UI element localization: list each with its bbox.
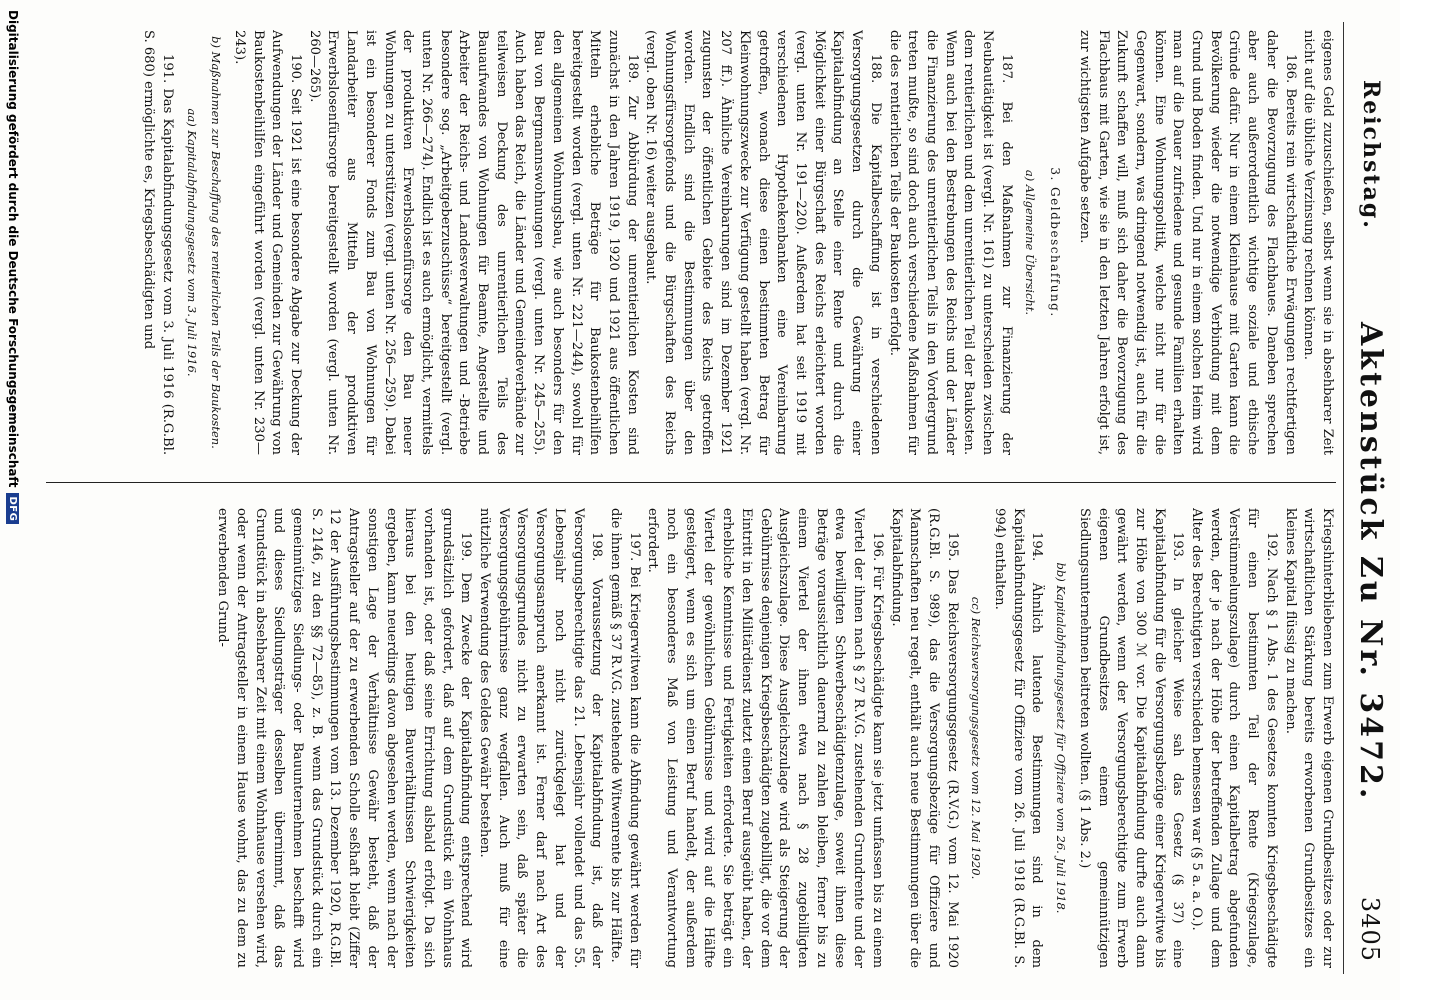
paragraph: 193. In gleicher Weise sah das Gesetz (§ 37) eine Kapitalabfindung für die Versorgungsbezüge einer Kriegerwitwe bis zur Höhe von 300 ℳ vor. Die Kapitalabfindung durfte auch dann gewährt werden, wenn der Versorgungsberechtigte zum Erwerb eigenen Grundbesitzes einem gemeinnützigen Siedlungsunternehmen beitreten wollten. (§ 1 Abs. 2.) — [1076, 508, 1186, 968]
paragraph: 191. Das Kapitalabfindungsgesetz vom 3. Juli 1916 (R.G.Bl. S. 680) ermöglichte es, Kriegsbeschädigten und — [141, 30, 175, 455]
right-column — [46, 508, 1336, 968]
paragraph: 198. Voraussetzung der Kapitalabfindung ist, daß der Versorgungsberechtigte das 21. Lebensjahr vollendet und das 55. Lebensjahr noch nicht zurückgelegt hat und der Versorgungsanspruch anerkannt ist. Ferner darf nach Art des Versorgungsgrundes nicht zu erwarten sein, daß später die Versorgungsgebührnisse ganz wegfallen. Auch muß für eine nützliche Verwendung des Geldes Gewähr bestehen. — [477, 508, 605, 968]
subsection-heading: bb) Kapitalabfindungsgesetz für Offiziere vom 26. Juli 1918. — [1054, 562, 1069, 914]
page-header — [1343, 22, 1390, 974]
page-number: 3405 — [1356, 896, 1384, 962]
paragraph: 189. Zur Abbürdung der unrentierlichen Kosten sind zunächst in den Jahren 1919, 1920 und 1921 aus öffentlichen Mitteln erhebliche Beträge für Baukostenbeihilfen bereitgestellt worden (vergl. unten Nr. 221—244), sowohl für den allgemeinen Wohnungsbau, wie auch besonders für den Bau von Bergmannswohnungen (vergl. unten Nr. 245—255). Auch haben das Reich, die Länder und Gemeindeverbände zur teilweisen Deckung des unrentierlichen Teils des Bauaufwandes von Wohnungen für Beamte, Angestellte und Arbeiter der Reichs- und Landesverwaltungen und -Betriebe besondere sog. „Arbeitgeberzuschüsse“ bereitgestellt (vergl. unten Nr. 266—274). Endlich ist es auch ermöglicht, vermittels der produktiven Erwerbslosenfürsorge den Bau neuer Wohnungen zu unterstützen (vergl. unten Nr. 256—259). Dabei ist ein besonderer Fonds zum Bau von Wohnungen für Landarbeiter aus Mitteln der produktiven Erwerbslosenfürsorge bereitgestellt worden (vergl. unten Nr. 260—265). — [306, 30, 640, 455]
digitization-footer — [6, 10, 20, 524]
subsection-heading: aa) Kapitalabfindungsgesetz vom 3. Juli 1916. — [184, 108, 199, 377]
subsection-heading: cc) Reichsversorgungsgesetz vom 12. Mai 1920. — [969, 596, 984, 880]
paragraph: 187. Bei den Maßnahmen zur Finanzierung der Neubautätigkeit ist (vergl. Nr. 161) zu unterscheiden zwischen dem rentierlichen und dem unrentierlichen Teil der Baukosten. Wenn auch bei den Bestrebungen des Reichs und der Länder die Finanzierung des unrentierlichen Teils in den Vordergrund treten mußte, so sind doch auch verschiedene Maßnahmen für die des rentierlichen Teils der Baukosten erfolgt. — [886, 30, 1014, 455]
paragraph: 192. Nach § 1 Abs. 1 des Gesetzes konnten Kriegsbeschädigte für einen bestimmten Teil der Rente (Kriegszulage, Verstümmelungszulage) durch einen Kapitalbetrag abgefunden werden, der je nach der Höhe der betreffenden Zulage und dem Alter des Berechtigten verschieden bemessen war (§ 5 a. a. O.). — [1189, 508, 1279, 968]
subsection-heading: a) Allgemeine Übersicht. — [1023, 169, 1038, 316]
left-column — [46, 30, 1336, 455]
dfg-logo: DFG — [7, 493, 20, 524]
paragraph: 197. Bei Kriegerwitwen kann die Abfindung gewährt werden für die ihnen gemäß § 37 R.V.G. zustehende Witwenrente bis zur Hälfte. — [607, 508, 642, 968]
paragraph: 186. Bereits rein wirtschaftliche Erwägungen rechtfertigen daher die Bevorzugung des Flachbaues. Daneben sprechen aber auch außerordentlich wichtige soziale und ethische Gründe dafür. Nur in einem Kleinhause mit Garten kann die Bevölkerung wieder die notwendige Verbindung mit dem Grund und Boden finden. Und nur in einem solchen Heim wird man auf die Dauer zufriedene und gesunde Familien erhalten können. Eine Wohnungspolitik, welche nicht nur für die Gegenwart, sondern, was dringend notwendig ist, auch für die Zukunft schaffen will, muß sich daher die Bevorzugung des Flachbaus mit Garten, wie sie in den letzten Jahren erfolgt ist, zur wichtigsten Aufgabe setzen. — [1076, 30, 1298, 455]
footer-text: Digitalisierung gefördert durch die Deutsche Forschungsgemeinschaft — [6, 10, 20, 488]
paragraph: 195. Das Reichsversorgungsgesetz (R.V.G.) vom 12. Mai 1920 (R.G.Bl. S. 989), das die Versorgungsbezüge für Offiziere und Mannschaften neu regelt, enthält auch neue Bestimmungen über die Kapitalabfindung. — [888, 508, 960, 968]
paragraph: 188. Die Kapitalbeschaffung ist in verschiedenen Versorgungsgesetzen durch die Gewährung einer Kapitalabfindung an Stelle einer Rente und durch die Möglichkeit einer Bürgschaft des Reichs erleichtert worden (vergl. unten Nr. 191—220). Außerdem hat seit 1919 mit verschiedenen Hypothekenbanken eine Vereinbarung getroffen, wonach diese einen bestimmten Betrag für Kleinwohnungszwecke zur Verfügung gestellt haben (vergl. Nr. 207 ff.). Ähnliche Vereinbarungen sind im Dezember 1921 zugunsten der öffentlichen Gebiete des Reichs getroffen worden. Endlich sind die Bestimmungen über den Wohnungsfürsorgefonds und die Bürgschaften des Reichs (vergl. oben Nr. 16) weiter ausgebaut. — [643, 30, 883, 455]
paragraph: 196. Für Kriegsbeschädigte kann sie jetzt umfassen bis zu einem Viertel der ihnen nach § 27 R.V.G. zustehenden Grundrente und der etwa bewilligten Schwerbeschädigtenzulage, soweit ihnen diese Beträge voraussichtlich dauernd zu zahlen bleiben, ferner bis zu einem Viertel der ihnen etwa nach § 28 zugebilligten Ausgleichszulage. Diese Ausgleichszulage wird als Steigerung der Gebührnisse denjenigen Kriegsbeschädigten zugebilligt, die vor dem Eintritt in den Militärdienst zuletzt einen Beruf ausgeübt haben, der erhebliche Kenntnisse und Fertigkeiten erforderte. Sie beträgt ein Viertel der gewöhnlichen Gebührnisse und wird auf die Hälfte gesteigert, wenn es sich um einen Beruf handelt, der außerdem noch ein besonderes Maß von Leistung und Verantwortung erfordert. — [645, 508, 885, 968]
column-divider — [46, 482, 1336, 483]
paragraph: Kriegshinterbliebenen zum Erwerb eigenen Grundbesitzes oder zur wirtschaftlichen Stärkung bereits erworbenen Grundbesitzes ein kleines Kapital flüssig zu machen. — [1282, 508, 1335, 968]
paragraph: 199. Dem Zwecke der Kapitalabfindung entsprechend wird grundsätzlich gefordert, daß auf dem Grundstück ein Wohnhaus vorhanden ist, oder daß seine Errichtung alsbald erfolgt. Da sich hieraus bei den heutigen Bauverhältnissen Schwierigkeiten ergeben, kann neuerdings davon abgesehen werden, wenn nach der sonstigen Lage der Verhältnisse Gewähr besteht, daß der Antragsteller auf der zu erwerbenden Scholle seßhaft bleibt (Ziffer 12 der Ausführungsbestimmungen vom 13. Dezember 1920, R.G.Bl. S. 2146, zu den §§ 72—85), z. B. wenn das Grundstück durch ein gemeinnütziges Siedlungs- oder Bauunternehmen beschafft wird und dieses Siedlungsträger desselben übernimmt, daß das Grundstück in absehbarer Zeit mit einem Wohnhause versehen wird, oder wenn der Antragsteller in einem Hause wohnt, das zu dem zu erwerbenden Grund- — [215, 508, 474, 968]
paragraph: 190. Seit 1921 ist eine besondere Abgabe zur Deckung der Aufwendungen der Länder und Gemeinden zur Gewährung von Baukostenbeihilfen eingeführt worden (vergl. unten Nr. 230—243). — [231, 30, 304, 455]
subsection-heading: b) Maßnahmen zur Beschaffung des rentierlichen Teils der Baukosten. — [209, 36, 224, 449]
section-heading: 3. Geldbeschaffung. — [1048, 167, 1063, 318]
header-document-title: Aktenstück Zu Nr. 3472. — [1353, 322, 1388, 802]
paragraph: 194. Ähnlich lautende Bestimmungen sind in dem Kapitalabfindungsgesetz für Offiziere vom 26. Juli 1918 (R.G.Bl. S. 994) enthalten. — [992, 508, 1045, 968]
header-left-title: Reichstag. — [1358, 80, 1384, 230]
paragraph: eigenes Geld zuzuschießen, selbst wenn sie in absehbarer Zeit nicht auf die übliche Verzinsung rechnen können. — [1301, 30, 1335, 455]
